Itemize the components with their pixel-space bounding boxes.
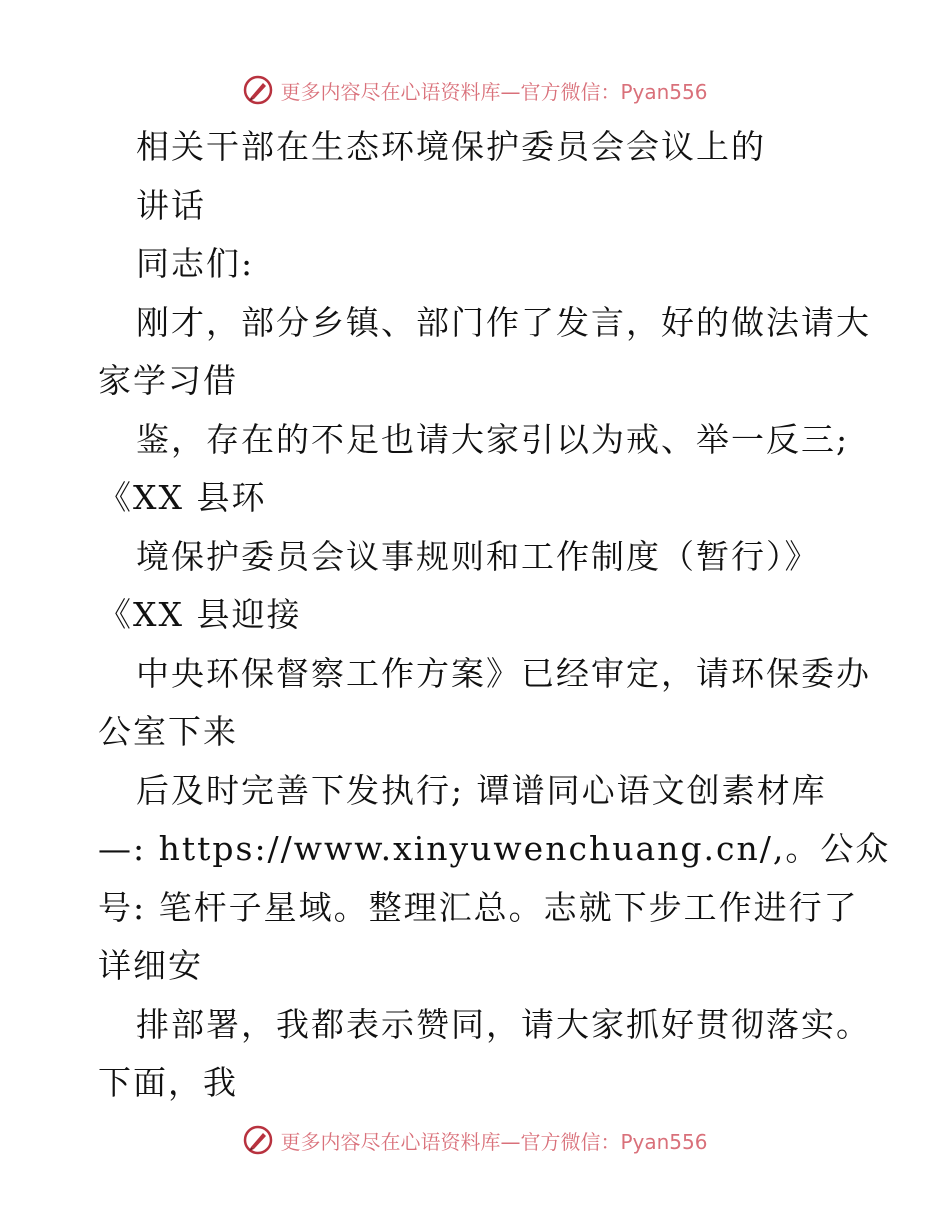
- text-line: 家学习借: [98, 361, 238, 400]
- text-line: —: https://www.xinyuwenchuang.cn/,。公众: [98, 829, 891, 868]
- text-line: 刚才，部分乡镇、部门作了发言，好的做法请大: [136, 302, 871, 342]
- text-line: 鉴，存在的不足也请大家引以为戒、举一反三;: [136, 419, 850, 459]
- footer-banner: [0, 1118, 950, 1162]
- text-line: 讲话: [136, 185, 206, 225]
- text-line: 详细安: [98, 946, 203, 985]
- pen-logo-icon: [242, 74, 274, 106]
- text-line: 公室下来: [98, 712, 238, 751]
- text-line: 排部署，我都表示赞同，请大家抓好贯彻落实。: [136, 1004, 871, 1044]
- text-line: 同志们:: [136, 244, 255, 283]
- footer-banner-text: 更多内容尽在心语资料库—官方微信：Pyan556: [280, 1129, 708, 1154]
- text-line: 号: 笔杆子星域。整理汇总。志就下步工作进行了: [98, 887, 859, 927]
- text-line: 境保护委员会议事规则和工作制度（暂行）》: [136, 536, 820, 576]
- text-line: 《XX 县环: [98, 478, 267, 517]
- text-line: 后及时完善下发执行; 谭谱同心语文创素材库: [136, 770, 827, 810]
- text-line: 中央环保督察工作方案》已经审定，请环保委办: [136, 653, 871, 693]
- header-banner: [0, 68, 950, 112]
- text-line: 下面，我: [98, 1063, 238, 1102]
- text-line: 《XX 县迎接: [98, 595, 302, 634]
- document-body: [98, 118, 891, 1113]
- pen-logo-icon: [242, 1124, 274, 1156]
- text-line: 相关干部在生态环境保护委员会会议上的: [136, 127, 766, 166]
- header-banner-text: 更多内容尽在心语资料库—官方微信：Pyan556: [280, 79, 708, 104]
